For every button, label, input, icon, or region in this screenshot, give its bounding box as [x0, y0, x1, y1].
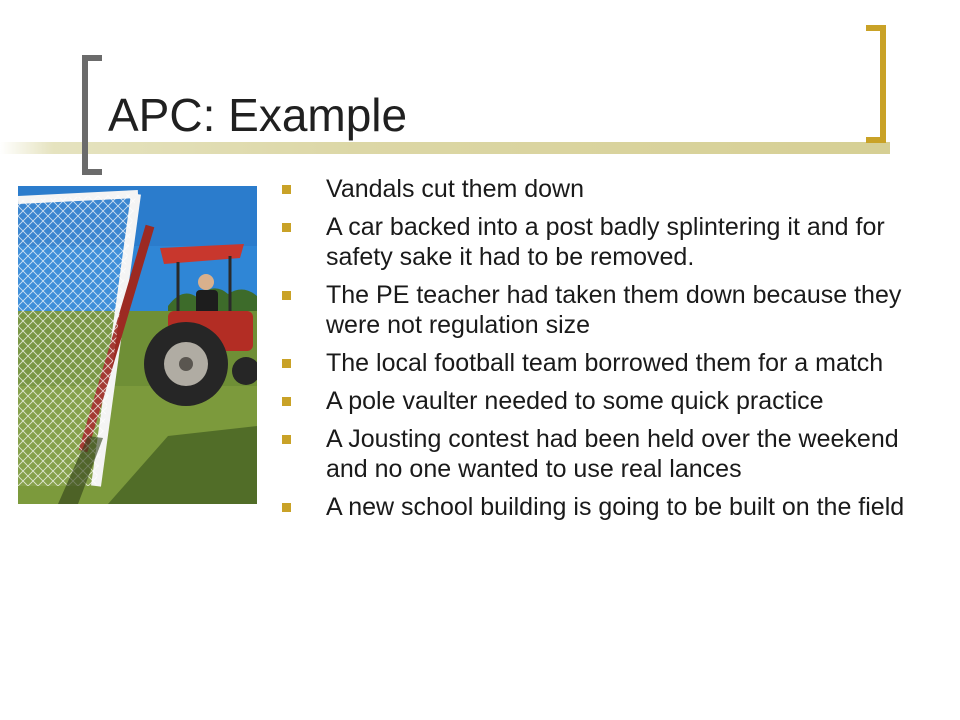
bullet-text: Vandals cut them down — [326, 175, 585, 203]
bullet-text: The local football team borrowed them for a match — [326, 349, 884, 377]
bullet-text: A pole vaulter needed to some quick practice — [326, 387, 824, 415]
bullet-square-icon — [282, 185, 291, 194]
bullet-square-icon — [282, 397, 291, 406]
slide-title: APC: Example — [108, 89, 408, 141]
bullet-text: A car backed into a post badly splintering it and for safety sake it had to be removed. — [326, 213, 885, 271]
bullet-square-icon — [282, 359, 291, 368]
bullet-square-icon — [282, 435, 291, 444]
right-bracket-decoration — [866, 25, 886, 143]
bullet-text: The PE teacher had taken them down because they were not regulation size — [326, 281, 902, 339]
bullet-item — [282, 174, 932, 204]
title-underline-band — [0, 142, 890, 154]
bullet-list — [282, 174, 932, 530]
left-bracket-decoration — [82, 55, 102, 175]
bullet-item — [282, 280, 932, 340]
bullet-square-icon — [282, 223, 291, 232]
tractor-goalpost-photo — [18, 186, 257, 504]
bullet-item — [282, 348, 932, 378]
bullet-square-icon — [282, 291, 291, 300]
bullet-item — [282, 386, 932, 416]
bullet-item — [282, 424, 932, 484]
bullet-item — [282, 492, 932, 522]
bullet-text: A new school building is going to be built on the field — [326, 493, 905, 521]
bullet-text: A Jousting contest had been held over the weekend and no one wanted to use real lances — [326, 425, 899, 483]
bullet-square-icon — [282, 503, 291, 512]
bullet-item — [282, 212, 932, 272]
